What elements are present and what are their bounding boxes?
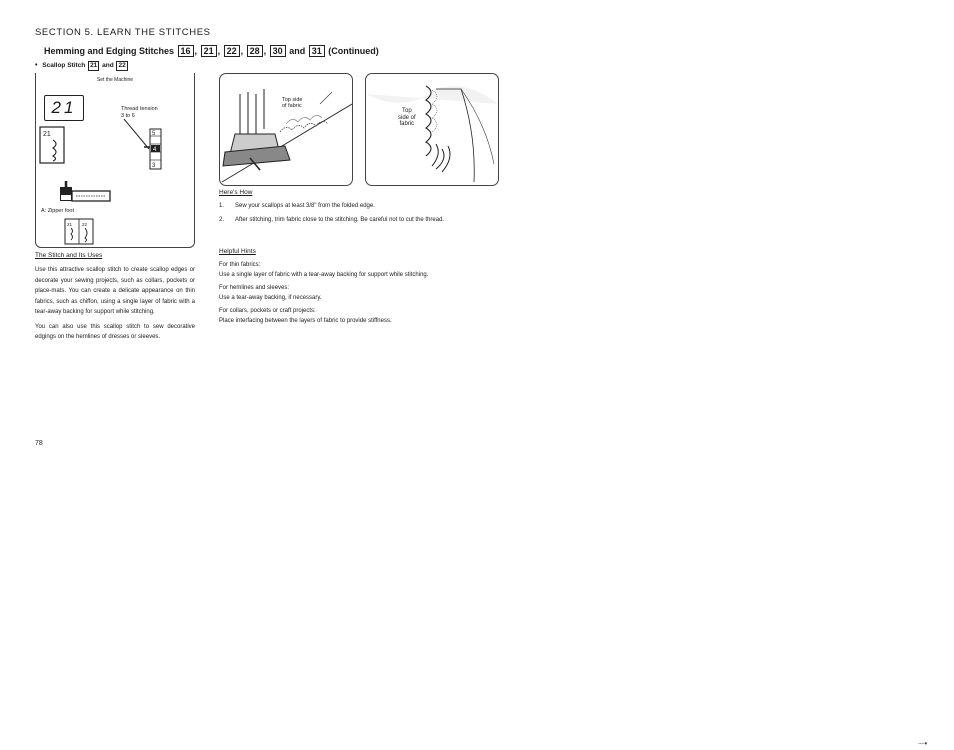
step-item [219,201,509,212]
hint-item [219,284,519,303]
stitch-number-box: 16 [178,45,194,57]
set-machine-panel [35,73,195,248]
heading-and: and [289,46,306,56]
stitch-number-box: 30 [270,45,286,57]
heading-suffix: (Continued) [328,46,379,56]
presser-foot-drawing [220,74,352,185]
hint-text: Place interfacing between the layers of fabric to provide stiffness. [219,317,392,324]
uses-body [35,265,195,347]
hint-item [219,261,519,280]
hint-item [219,307,519,326]
pattern-dial-display: 21 [44,95,84,121]
zipper-foot-icon [58,181,114,207]
step-number: 1. [219,203,225,209]
hints-body [219,261,519,330]
stitch-number-box: 22 [118,62,126,69]
section-title: SECTION 5. LEARN THE STITCHES [35,27,211,38]
hint-label: For collars, pockets or craft projects: [219,308,316,314]
tension-number: 3 [152,163,156,169]
bullet: • [35,62,38,69]
uses-title: The Stitch and Its Uses [35,252,103,259]
stitch-length-icon [64,218,96,246]
hint-text: Use a single layer of fabric with a tear-away backing for support while stitching. [219,271,429,278]
hint-text: Use a tear-away backing, if necessary. [219,294,322,301]
uses-paragraph: You can also use this scallop stitch to sew decorative edgings on the hemlines of dresses or sleeves. [35,323,195,340]
stitch-number: 22 [82,222,88,227]
corner-mark: ----▾ [918,741,928,747]
step-text: After stitching, trim fabric close to the stitching. Be careful not to cut the thread. [235,216,445,223]
subheading [35,61,129,71]
stitch-number-box: 28 [247,45,263,57]
step-text: Sew your scallops at least 3/8" from the folded edge. [235,203,375,209]
stitch-number-box: 21 [201,45,217,57]
tension-number: 5 [152,131,156,137]
stitch-number-box: 31 [309,45,325,57]
tension-dial-icon [114,119,174,171]
how-title: Here's How [219,189,253,196]
thread-tension-label: Thread tension 3 to 6 [121,106,158,119]
step-number: 2. [219,216,225,223]
set-machine-title: Set the Machine [96,77,134,83]
zipper-foot-label: A: Zipper foot [41,208,75,214]
fabric-label-1: Top side of fabric [282,97,303,109]
step-item [219,215,509,226]
uses-paragraph: Use this attractive scallop stitch to create scallop edges or decorate your sewing projects, such as collars, pockets or place-mats. You can create a delicate appearance on thin fabrics, such as chiffon, using a single layer of fabric with a tear-away backing for support while stitching. [35,267,195,315]
page-heading: Hemming and Edging Stitches 16 , 21 , 22 , 28 , 30 and 31 (Continued) [44,46,379,56]
fabric-label-2: Top side of fabric [398,108,416,127]
hints-title: Helpful Hints [219,248,256,255]
tension-number: 4 [153,147,157,153]
sewing-illustration [219,73,353,186]
subheading-label: Scallop Stitch [42,62,86,69]
scallop-result-illustration [365,73,499,186]
stitch-number-box: 22 [224,45,240,57]
pattern-selector-icon [39,126,67,166]
page-number: 78 [35,440,43,447]
hint-label: For hemlines and sleeves: [219,285,290,291]
stitch-number: 21 [67,222,73,227]
selector-number: 21 [43,131,51,138]
heading-prefix: Hemming and Edging Stitches [44,46,175,56]
subheading-and: and [102,62,114,69]
hint-label: For thin fabrics: [219,262,261,268]
stitch-number-box: 21 [90,62,98,69]
scallop-edge-drawing [366,74,498,185]
how-steps [219,201,509,228]
